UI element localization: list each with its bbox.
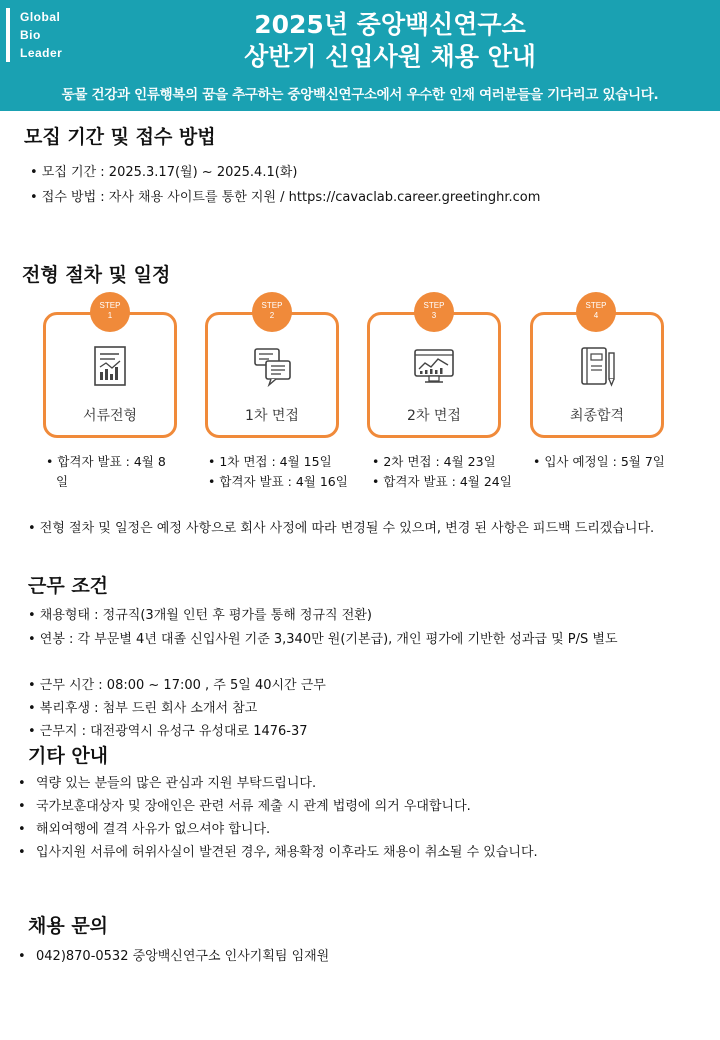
notebook-pen-icon (578, 345, 618, 389)
step-notes-1 (46, 452, 176, 492)
process-change-note: • 전형 절차 및 일정은 예정 사항으로 회사 사정에 따라 변경될 수 있으며, 변경 된 사항은 피드백 드리겠습니다. (28, 521, 655, 536)
step-badge-2: STEP 2 (252, 292, 292, 332)
brand-line-3: Leader (20, 46, 63, 60)
etc-item: • 국가보훈대상자 및 장애인은 관련 서류 제출 시 관계 법령에 의거 우대합니다. (18, 799, 471, 814)
etc-item: • 역량 있는 분들의 많은 관심과 지원 부탁드립니다. (18, 776, 317, 791)
step-note: • 합격자 발표 : 4월 8일 (46, 454, 166, 489)
condition-item: • 채용형태 : 정규직(3개월 인턴 후 평가를 통해 정규직 전환) (28, 608, 372, 623)
document-chart-icon (91, 345, 131, 389)
condition-item: • 복리후생 : 첨부 드린 회사 소개서 참고 (28, 701, 258, 716)
section-title-recruit: 모집 기간 및 접수 방법 (24, 126, 216, 148)
etc-item: • 해외여행에 결격 사유가 없으셔야 합니다. (18, 822, 271, 837)
recruit-period: • 모집 기간 : 2025.3.17(월) ~ 2025.4.1(화) (30, 165, 298, 180)
step-note: • 2차 면접 : 4월 23일 (372, 454, 496, 469)
step-note: • 입사 예정일 : 5월 7일 (533, 454, 665, 469)
section-title-etc: 기타 안내 (28, 745, 109, 767)
step-label-2: 1차 면접 (245, 408, 299, 424)
step-label-4: 최종합격 (569, 408, 625, 424)
step-note: • 1차 면접 : 4월 15일 (208, 454, 332, 469)
recruit-method: • 접수 방법 : 자사 채용 사이트를 통한 지원 / https://cavaclab.career.greetinghr.com (30, 190, 541, 205)
section-title-conditions: 근무 조건 (28, 575, 109, 597)
page-title-line-2: 상반기 신입사원 채용 안내 (244, 42, 536, 71)
step-notes-4 (533, 452, 693, 472)
section-title-contact: 채용 문의 (28, 915, 109, 937)
step-notes-3 (372, 452, 530, 492)
page-title-line-1: 2025년 중앙백신연구소 (254, 10, 526, 39)
monitor-chart-icon (410, 345, 458, 389)
header-banner (0, 0, 720, 111)
contact-item: • 042)870-0532 중앙백신연구소 인사기획팀 임재원 (18, 949, 330, 964)
step-badge-3: STEP 3 (414, 292, 454, 332)
etc-item: • 입사지원 서류에 허위사실이 발견된 경우, 채용확정 이후라도 채용이 취소될 수 있습니다. (18, 845, 538, 860)
brand-line-2: Bio (20, 28, 41, 42)
step-notes-2 (208, 452, 348, 492)
condition-item: • 연봉 : 각 부문별 4년 대졸 신입사원 기준 3,340만 원(기본급), 개인 평가에 기반한 성과급 및 P/S 별도 (28, 632, 618, 647)
condition-item: • 근무지 : 대전광역시 유성구 유성대로 1476-37 (28, 724, 308, 739)
step-note: • 합격자 발표 : 4월 16일 (208, 474, 348, 489)
step-badge-1: STEP 1 (90, 292, 130, 332)
step-note: • 합격자 발표 : 4월 24일 (372, 474, 512, 489)
chat-bubbles-icon (253, 345, 293, 389)
condition-item: • 근무 시간 : 08:00 ~ 17:00 , 주 5일 40시간 근무 (28, 678, 326, 693)
step-badge-4: STEP 4 (576, 292, 616, 332)
step-label-1: 서류전형 (82, 408, 138, 424)
brand-logo (6, 8, 62, 62)
header-subtitle: 동물 건강과 인류행복의 꿈을 추구하는 중앙백신연구소에서 우수한 인재 여러분들을 기다리고 있습니다. (61, 87, 659, 103)
brand-line-1: Global (20, 10, 61, 24)
section-title-process: 전형 절차 및 일정 (22, 264, 171, 286)
step-label-3: 2차 면접 (407, 408, 461, 424)
